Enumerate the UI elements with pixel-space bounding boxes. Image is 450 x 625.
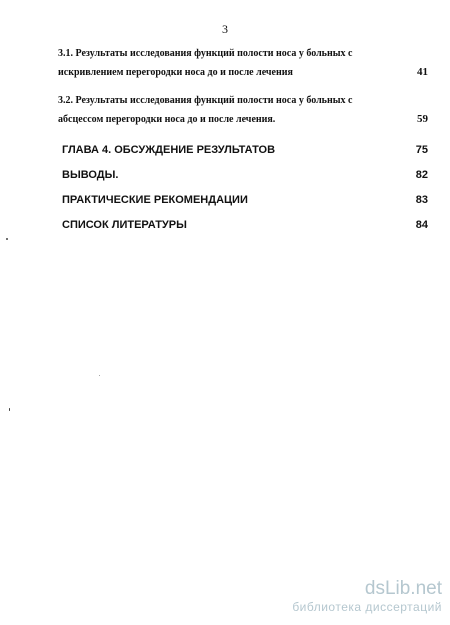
- toc-entry-page: 75: [415, 144, 428, 156]
- page-number: 3: [222, 22, 228, 36]
- toc-entry-title-line: 3.1. Результаты исследования функций полости носа у больных с: [58, 48, 353, 59]
- toc-entry-conclusions: [58, 163, 432, 188]
- scan-speck: [99, 375, 100, 376]
- scan-speck: [6, 238, 8, 240]
- toc-entry-title-line: искривлением перегородки носа до и после лечения: [58, 67, 293, 78]
- toc-entry-title: СПИСОК ЛИТЕРАТУРЫ: [62, 219, 187, 231]
- toc-entry-page: 84: [415, 219, 428, 231]
- toc-entry-title: ГЛАВА 4. ОБСУЖДЕНИЕ РЕЗУЛЬТАТОВ: [62, 144, 276, 156]
- table-of-contents: [58, 44, 432, 238]
- toc-entry-page: 82: [415, 169, 428, 181]
- toc-entry-page: 59: [417, 113, 428, 125]
- toc-entry-recommendations: [58, 188, 432, 213]
- toc-entry-title-line: абсцессом перегородки носа до и после лечения.: [58, 114, 276, 125]
- scan-speck: [9, 408, 10, 411]
- toc-entry-page: 83: [415, 194, 428, 206]
- toc-entry-title: ПРАКТИЧЕСКИЕ РЕКОМЕНДАЦИИ: [62, 194, 248, 206]
- toc-entry-title-line: 3.2. Результаты исследования функций полости носа у больных с: [58, 95, 353, 106]
- toc-entry-3-2: [58, 91, 432, 129]
- toc-entry-chapter-4: [58, 138, 432, 163]
- watermark-brand: dsLib.net: [364, 578, 442, 599]
- toc-entry-references: [58, 213, 432, 238]
- watermark: [292, 578, 442, 615]
- toc-entry-page: 41: [417, 66, 428, 78]
- toc-entry-3-1: [58, 44, 432, 82]
- toc-entry-title: ВЫВОДЫ.: [62, 169, 119, 181]
- watermark-tagline: библиотека диссертаций: [292, 600, 442, 614]
